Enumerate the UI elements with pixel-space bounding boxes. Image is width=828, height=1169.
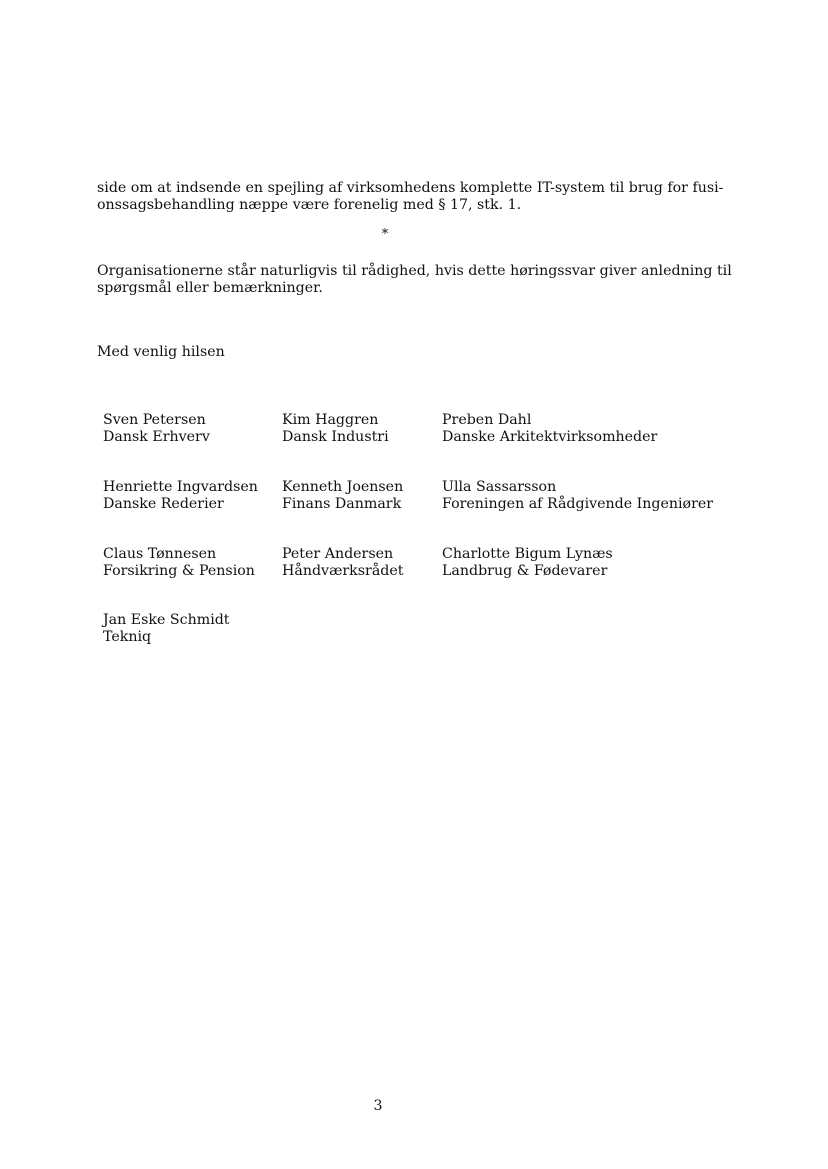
signatory-name: Charlotte Bigum Lynæs — [442, 546, 613, 562]
signatory-block — [442, 479, 713, 513]
signatory-name: Preben Dahl — [442, 412, 532, 428]
paragraph-it-system — [97, 180, 724, 214]
signatory-organisation: Danske Rederier — [103, 496, 224, 512]
signatory-name: Kenneth Joensen — [282, 479, 404, 495]
signatory-organisation: Foreningen af Rådgivende Ingeniører — [442, 496, 714, 512]
signatory-organisation: Tekniq — [103, 629, 152, 645]
paragraph-line: side om at indsende en spejling af virksomhedens komplette IT-system til brug for fusi- — [97, 180, 724, 196]
signatory-block — [442, 412, 657, 446]
signatory-block — [103, 479, 258, 513]
signatory-name: Peter Andersen — [282, 546, 394, 562]
signatory-block — [103, 612, 230, 646]
closing-salutation: Med venlig hilsen — [97, 344, 225, 360]
signatory-name: Jan Eske Schmidt — [103, 612, 230, 628]
signatory-block — [103, 412, 210, 446]
signatory-name: Ulla Sassarsson — [442, 479, 557, 495]
signatory-organisation: Landbrug & Fødevarer — [442, 563, 608, 579]
paragraph-line: onssagsbehandling næppe være forenelig med § 17, stk. 1. — [97, 197, 522, 213]
signatory-organisation: Dansk Erhverv — [103, 429, 210, 445]
signatory-name: Kim Haggren — [282, 412, 379, 428]
signatory-block — [282, 479, 403, 513]
signatory-organisation: Danske Arkitektvirksomheder — [442, 429, 658, 445]
section-separator: * — [381, 227, 389, 242]
signatory-organisation: Håndværksrådet — [282, 563, 404, 579]
signatory-organisation: Forsikring & Pension — [103, 563, 255, 579]
paragraph-availability — [97, 263, 732, 297]
signatory-block — [442, 546, 613, 580]
signatory-name: Sven Petersen — [103, 412, 206, 428]
signatory-name: Henriette Ingvardsen — [103, 479, 258, 495]
signatory-block — [282, 412, 389, 446]
signatory-organisation: Finans Danmark — [282, 496, 402, 512]
paragraph-line: Organisationerne står naturligvis til rådighed, hvis dette høringssvar giver anledning til — [97, 263, 732, 279]
paragraph-line: spørgsmål eller bemærkninger. — [97, 280, 323, 296]
signatory-organisation: Dansk Industri — [282, 429, 389, 445]
page-number: 3 — [373, 1098, 383, 1114]
signatory-name: Claus Tønnesen — [103, 546, 217, 562]
signatory-block — [103, 546, 255, 580]
signatory-block — [282, 546, 403, 580]
